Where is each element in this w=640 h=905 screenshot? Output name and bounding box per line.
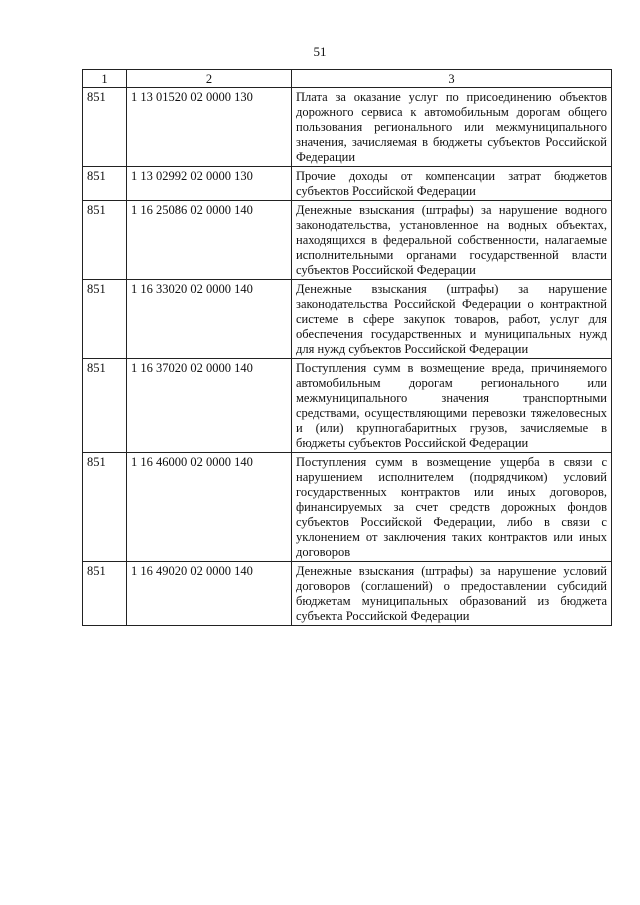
budget-code-cell: 1 16 25086 02 0000 140 [127, 201, 292, 280]
description-cell: Денежные взыскания (штрафы) за нарушение законодательства Российской Федерации о контрактной системе в сфере закупок товаров, работ, услуг для обеспечения государственных и муниципальных нужд для нужд субъектов Российской Федерации [292, 280, 612, 359]
column-header-3: 3 [292, 70, 612, 88]
page-number: 51 [313, 44, 327, 59]
table-header-row [83, 70, 612, 88]
budget-code-cell: 1 16 33020 02 0000 140 [127, 280, 292, 359]
admin-code-cell: 851 [83, 201, 127, 280]
admin-code-cell: 851 [83, 453, 127, 562]
budget-codes-table [82, 69, 612, 626]
table-row [83, 280, 612, 359]
table-row [83, 201, 612, 280]
table-row [83, 562, 612, 626]
column-header-2: 2 [127, 70, 292, 88]
description-cell: Поступления сумм в возмещение ущерба в связи с нарушением исполнителем (подрядчиком) условий государственных контрактов или иных договоров, финансируемых за счет средств дорожных фондов субъектов Российской Федерации, либо в связи с уклонением от заключения таких контрактов или иных договоров [292, 453, 612, 562]
column-header-1: 1 [83, 70, 127, 88]
description-cell: Прочие доходы от компенсации затрат бюджетов субъектов Российской Федерации [292, 167, 612, 201]
admin-code-cell: 851 [83, 562, 127, 626]
description-cell: Денежные взыскания (штрафы) за нарушение условий договоров (соглашений) о предоставлении субсидий бюджетам муниципальных образований из бюджета субъекта Российской Федерации [292, 562, 612, 626]
table-row [83, 167, 612, 201]
budget-code-cell: 1 13 01520 02 0000 130 [127, 88, 292, 167]
budget-code-cell: 1 16 37020 02 0000 140 [127, 359, 292, 453]
budget-code-cell: 1 13 02992 02 0000 130 [127, 167, 292, 201]
table-row [83, 359, 612, 453]
budget-code-cell: 1 16 49020 02 0000 140 [127, 562, 292, 626]
table-row [83, 453, 612, 562]
table-row [83, 88, 612, 167]
description-cell: Плата за оказание услуг по присоединению объектов дорожного сервиса к автомобильным дорогам общего пользования регионального или межмуниципального значения, зачисляемая в бюджеты субъектов Российской Федерации [292, 88, 612, 167]
budget-code-cell: 1 16 46000 02 0000 140 [127, 453, 292, 562]
admin-code-cell: 851 [83, 280, 127, 359]
description-cell: Денежные взыскания (штрафы) за нарушение водного законодательства, установленное на водных объектах, находящихся в федеральной собственности, налагаемые исполнительными органами государственной власти субъектов Российской Федерации [292, 201, 612, 280]
description-cell: Поступления сумм в возмещение вреда, причиняемого автомобильным дорогам регионального или межмуниципального значения транспортными средствами, осуществляющими перевозки тяжеловесных и (или) крупногабаритных грузов, зачисляемые в бюджеты субъектов Российской Федерации [292, 359, 612, 453]
admin-code-cell: 851 [83, 359, 127, 453]
admin-code-cell: 851 [83, 167, 127, 201]
admin-code-cell: 851 [83, 88, 127, 167]
